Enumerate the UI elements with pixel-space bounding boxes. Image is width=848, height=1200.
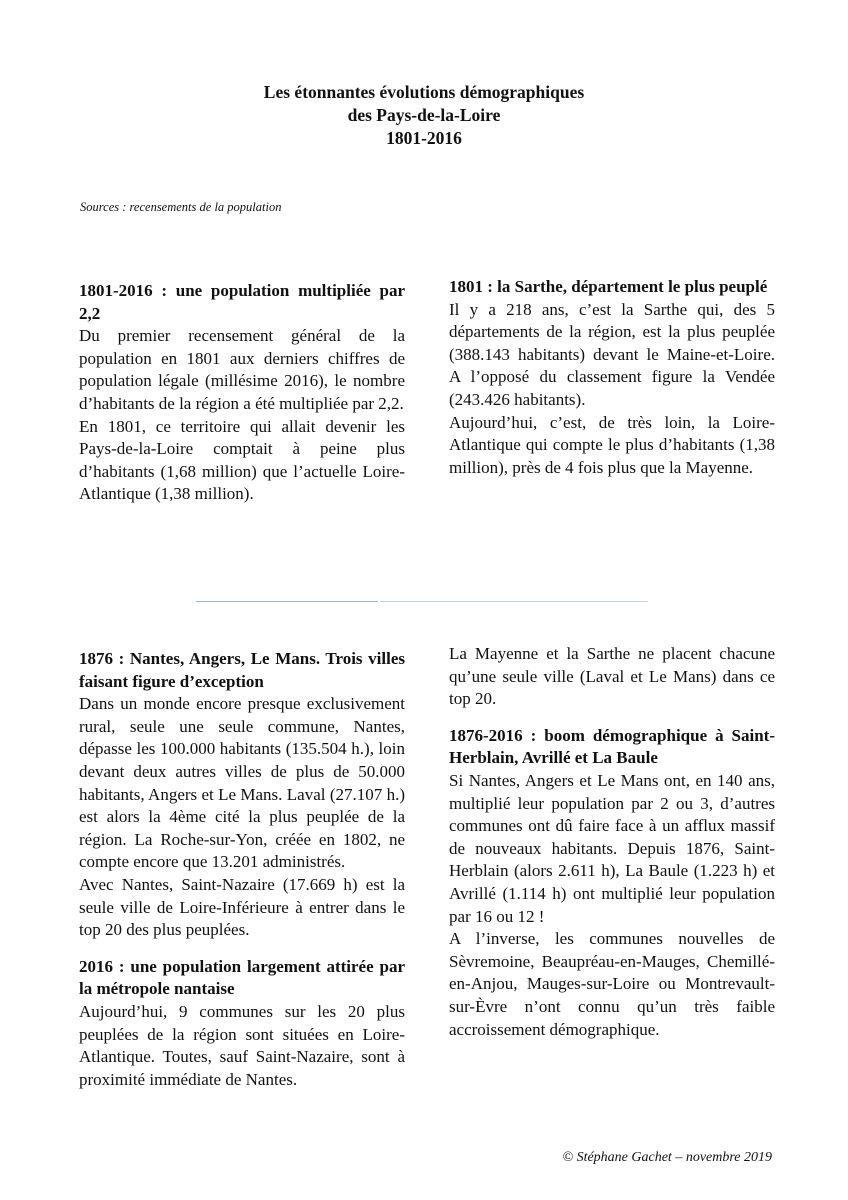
section-paragraph: Il y a 218 ans, c’est la Sarthe qui, des 5 départements de la région, est la plus peuplée (388.143 habitants) devant le Maine-et-Loire. A l’opposé du classement figure la Vendée (243.426 habitants). [449, 299, 775, 409]
divider-segment-left [196, 601, 378, 602]
title-line-1: Les étonnantes évolutions démographiques [263, 82, 585, 102]
section-1876-and-2016 [79, 648, 405, 1091]
section-heading: 2016 : une population largement attirée par la métropole nantaise [79, 956, 405, 999]
section-paragraph: Dans un monde encore presque exclusivement rural, seule une seule commune, Nantes, dépasse les 100.000 habitants (135.504 h.), loin devant deux autres villes de plus de 50.000 habitants, Angers et Le Mans. Laval (27.107 h.) est alors la 4ème cité la plus peuplée de la région. La Roche-sur-Yon, créée en 1802, ne compte encore que 13.201 administrés. [79, 694, 405, 872]
copyright-footer: © Stéphane Gachet – novembre 2019 [562, 1150, 772, 1165]
section-2016-cont-and-1876-2016 [449, 643, 775, 1041]
title-line-2: des Pays-de-la-Loire [347, 105, 501, 125]
section-paragraph: Si Nantes, Angers et Le Mans ont, en 140 ans, multiplié leur population par 2 ou 3, d’autres communes ont dû faire face à un afflux massif de nouveaux habitants. Depuis 1876, Saint-Herblain (alors 2.611 h), La Baule (1.223 h) et Avrillé (1.114 h) ont multiplié leur population par 16 ou 12 ! [449, 770, 775, 926]
section-divider [196, 601, 648, 602]
section-heading: 1801 : la Sarthe, département le plus peuplé [449, 277, 768, 296]
section-paragraph: En 1801, ce territoire qui allait devenir les Pays-de-la-Loire comptait à peine plus d’habitants (1,68 million) que l’actuelle Loire-Atlantique (1,38 million). [79, 416, 405, 504]
section-1801 [449, 276, 775, 479]
section-paragraph: La Mayenne et la Sarthe ne placent chacune qu’une seule ville (Laval et Le Mans) dans ce top 20. [449, 644, 775, 709]
sources-note: Sources : recensements de la population [80, 200, 282, 214]
title-line-3: 1801-2016 [386, 128, 462, 148]
divider-segment-right [380, 601, 648, 602]
section-1801-2016 [79, 280, 405, 506]
document-title [0, 81, 848, 150]
section-paragraph: A l’inverse, les communes nouvelles de Sèvremoine, Beaupréau-en-Mauges, Chemillé-en-Anjou, Mauges-sur-Loire ou Montrevault-sur-Èvre n’ont connu qu’un très faible accroissement démographique. [449, 929, 775, 1039]
section-heading: 1876 : Nantes, Angers, Le Mans. Trois villes faisant figure d’exception [79, 649, 405, 691]
paragraph-gap [79, 942, 405, 956]
section-paragraph: Aujourd’hui, 9 communes sur les 20 plus peuplées de la région sont situées en Loire-Atlantique. Toutes, sauf Saint-Nazaire, sont à proximité immédiate de Nantes. [79, 1001, 405, 1089]
paragraph-gap [449, 711, 775, 725]
section-paragraph: Du premier recensement général de la population en 1801 aux derniers chiffres de population légale (millésime 2016), le nombre d’habitants de la région a été multipliée par 2,2. [79, 326, 405, 413]
section-heading: 1801-2016 : une population multipliée par 2,2 [79, 281, 405, 323]
section-paragraph: Aujourd’hui, c’est, de très loin, la Loire-Atlantique qui compte le plus d’habitants (1,38 million), près de 4 fois plus que la Mayenne. [449, 412, 775, 477]
section-heading: 1876-2016 : boom démographique à Saint-Herblain, Avrillé et La Baule [449, 725, 775, 768]
section-paragraph: Avec Nantes, Saint-Nazaire (17.669 h) est la seule ville de Loire-Inférieure à entrer dans le top 20 des plus peuplées. [79, 874, 405, 940]
